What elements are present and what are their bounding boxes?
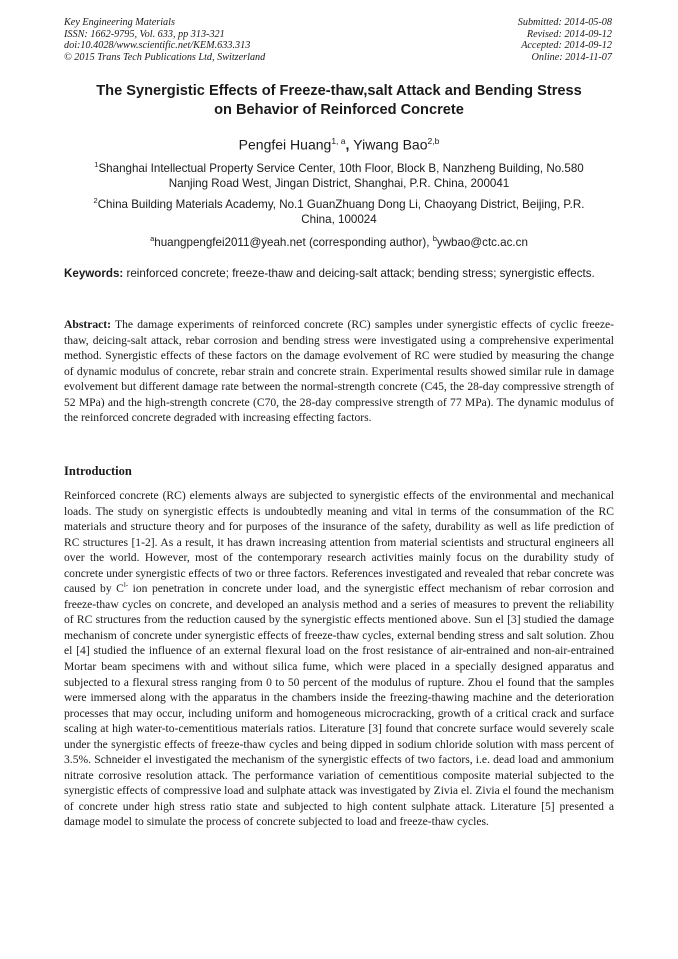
online-date: Online: 2014-11-07 — [531, 51, 612, 63]
title-line-1: The Synergistic Effects of Freeze-thaw,salt Attack and Bending Stress — [96, 83, 582, 99]
email-author-1: huangpengfei2011@yeah.net (corresponding author), — [154, 235, 433, 249]
email-marker-b: b — [432, 234, 437, 243]
author-1: Pengfei Huang — [238, 136, 332, 153]
affiliation-1-line-1: Shanghai Intellectual Property Service Center, 10th Floor, Block B, Nanzheng Building, No.580 — [98, 161, 584, 175]
affiliation-1-line-2: Nanjing Road West, Jingan District, Shanghai, P.R. China, 200041 — [168, 177, 510, 191]
keywords-label: Keywords: — [64, 267, 124, 280]
author-emails — [66, 231, 612, 250]
introduction-heading: Introduction — [64, 464, 132, 478]
journal-info — [64, 17, 265, 63]
abstract-label: Abstract: — [64, 318, 112, 331]
author-2: Yiwang Bao — [353, 136, 428, 153]
keywords-section — [64, 266, 614, 281]
author-1-affiliation: 1, a — [331, 136, 346, 146]
affiliation-1-marker: 1 — [94, 160, 99, 169]
affiliation-1 — [66, 157, 612, 192]
email-author-2: ywbao@ctc.ac.cn — [436, 235, 528, 249]
doi-line: doi:10.4028/www.scientific.net/KEM.633.313 — [64, 40, 251, 52]
introduction-body — [64, 488, 614, 830]
affiliation-2-marker: 2 — [93, 196, 98, 205]
affiliation-2-line-2: China, 100024 — [301, 213, 377, 227]
author-separator: , — [345, 136, 354, 153]
abstract-section — [64, 317, 614, 426]
dates-info — [518, 17, 612, 63]
author-list — [60, 132, 618, 154]
issn-line: ISSN: 1662-9795, Vol. 633, pp 313-321 — [64, 28, 225, 40]
introduction-text-part-1: Reinforced concrete (RC) elements always are subjected to synergistic effects of the environmental and mechanical loads. The study on synergistic effects is undoubtedly meaning and vital in terms of the consummation of the RC materials and structure theory and for purposes of the insurance of the safety, durability as well as life prediction of RC structures [1-2]. As a result, it has drawn increasing attention from material scientists and structural engineers all over the world. However, most of the contemporary research activities mainly focus on the durability study of concrete under synergistic effects of two or three factors. References investigated and revealed that rebar concrete was caused by C — [64, 489, 614, 596]
paper-title — [60, 82, 618, 120]
submitted-date: Submitted: 2014-05-08 — [517, 17, 612, 28]
title-line-2: on Behavior of Reinforced Concrete — [214, 102, 464, 118]
affiliation-2 — [66, 193, 612, 228]
keywords-text: reinforced concrete; freeze-thaw and deicing-salt attack; bending stress; synergistic effects. — [123, 267, 595, 280]
copyright-line: © 2015 Trans Tech Publications Ltd, Switzerland — [64, 51, 266, 63]
revised-date: Revised: 2014-09-12 — [526, 28, 612, 40]
abstract-text: The damage experiments of reinforced concrete (RC) samples under synergistic effects of cyclic freeze-thaw, deicing-salt attack, rebar corrosion and bending stress were investigated using a comprehensive experimental method. Synergistic effects of these factors on the damage evolvement of RC were studied by measuring the change of dynamic modulus of concrete, rebar strain and concrete strain. Experimental results showed similar rule in damage evolvement but different damage rate between the normal-strength concrete (C45, the 28-day compressive strength of 52 MPa) and the high-strength concrete (C70, the 28-day compressive strength of 77 MPa). The dynamic modulus of the reinforced concrete degraded with increasing effecting factors. — [64, 318, 614, 425]
affiliation-2-line-1: China Building Materials Academy, No.1 GuanZhuang Dong Li, Chaoyang District, Beijing, P.R. — [97, 197, 585, 211]
author-2-affiliation: 2,b — [427, 136, 440, 146]
chloride-superscript: l- — [123, 581, 129, 590]
email-marker-a: a — [150, 234, 155, 243]
accepted-date: Accepted: 2014-09-12 — [521, 40, 612, 52]
journal-name: Key Engineering Materials — [64, 17, 175, 28]
introduction-text-part-2: ion penetration in concrete under load, and the synergistic effect mechanism of rebar corrosion and freeze-thaw cycles on concrete, and developed an analysis method and a series of measures to prevent the reliability of RC structures from the reduction caused by the synergistic effects mentioned above. Sun el [3] studied the damage mechanism of concrete under synergistic effects of freeze-thaw cycles, external bending stress and salt solution. Zhou el [4] studied the influence of an external flexural load on the frost resistance of air-entrained and non-air-entrained Mortar beam specimens with and without silica fume, which were placed in a specially designed apparatus and subjected to a flexural stress ranging from 0 to 50 percent of the modulus of rupture. Zhou el found that the samples were immersed along with the apparatus in the chambers inside the freezing-thawing machine and the deterioration processes that may occur, including uniform and homogeneous microcracking, growth of a critical crack and surface scaling at high water-to-cementitious materials ratios. Literature [3] found that concrete surface would severely scale under the synergistic effects of freeze-thaw cycles and being dipped in sodium chloride solution with mass percent of 3.5%. Schneider el investigated the mechanism of the synergistic effects of two factors, i.e. dead load and ammonium nitrate corrosive resolution attack. The performance variation of cementitious composite material subjected to the synergistic effects of compressive load and sulphate attack was investigated by Zivia el. Zivia el found the mechanism of concrete under high stress ratio state and subjected to high content sulphate attack. Literature [5] presented a damage model to simulate the process of concrete subjected to load and freeze-thaw cycles. — [64, 582, 614, 829]
